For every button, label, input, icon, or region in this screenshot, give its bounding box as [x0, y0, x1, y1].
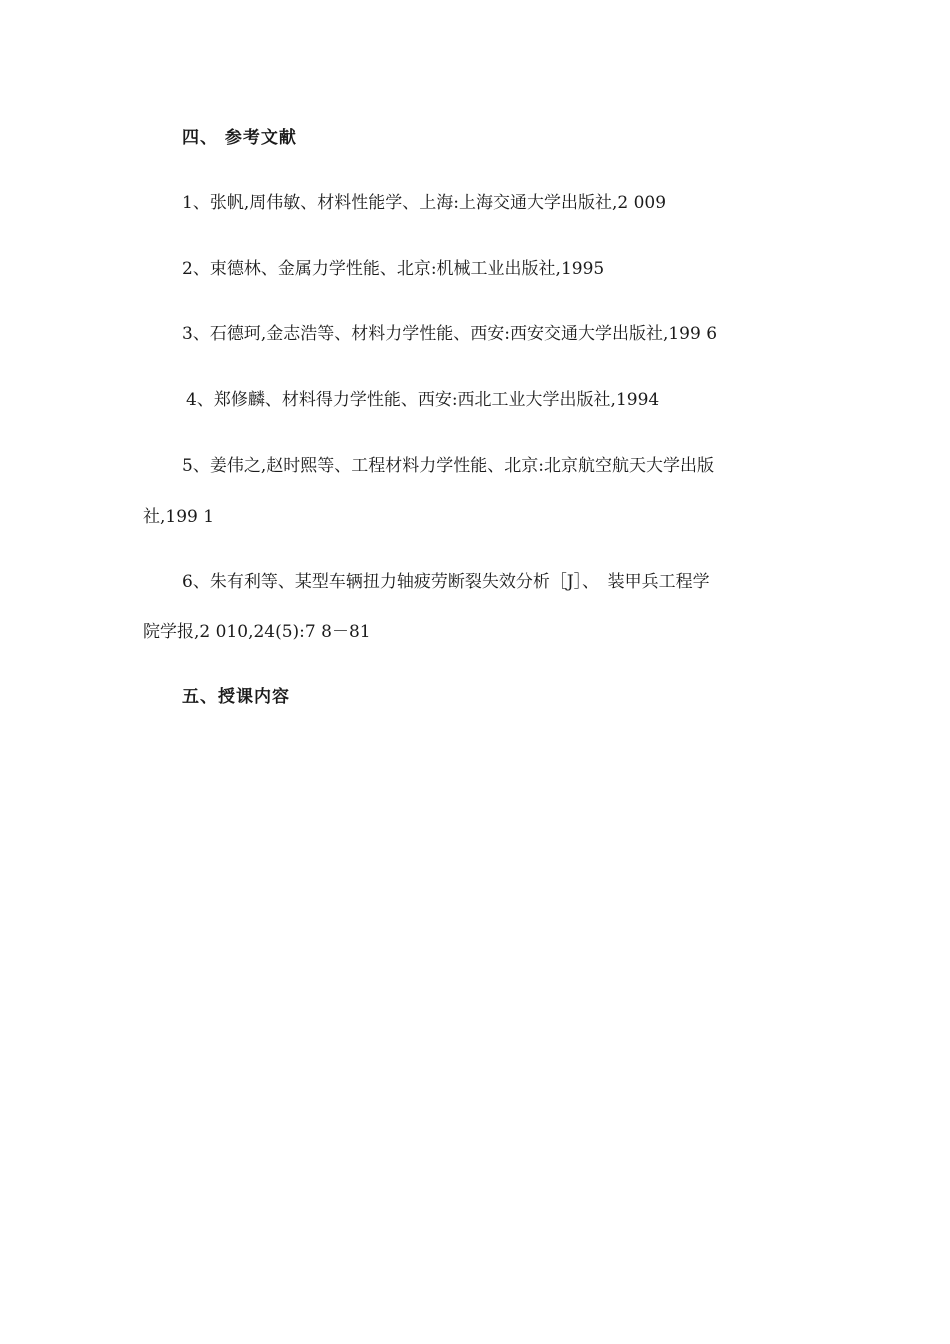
reference-item-3: 3、石德珂,金志浩等、材料力学性能、西安:西安交通大学出版社,199 6	[182, 324, 718, 344]
section-heading-references: 四、 参考文献	[182, 128, 297, 148]
reference-item-6-line-2: 院学报,2 010,24(5):7 8－81	[143, 622, 371, 642]
reference-item-5-line-2: 社,199 1	[143, 507, 215, 527]
reference-item-5-line-1: 5、姜伟之,赵时熙等、工程材料力学性能、北京:北京航空航天大学出版	[182, 456, 714, 476]
reference-item-6-line-1: 6、朱有利等、某型车辆扭力轴疲劳断裂失效分析［J］、 装甲兵工程学	[182, 572, 710, 592]
reference-item-1: 1、张帆,周伟敏、材料性能学、上海:上海交通大学出版社,2 009	[182, 193, 667, 213]
reference-item-4: 4、郑修麟、材料得力学性能、西安:西北工业大学出版社,1994	[186, 390, 660, 410]
section-heading-lecture-content: 五、授课内容	[182, 687, 290, 707]
reference-item-2: 2、束德林、金属力学性能、北京:机械工业出版社,1995	[182, 259, 605, 279]
